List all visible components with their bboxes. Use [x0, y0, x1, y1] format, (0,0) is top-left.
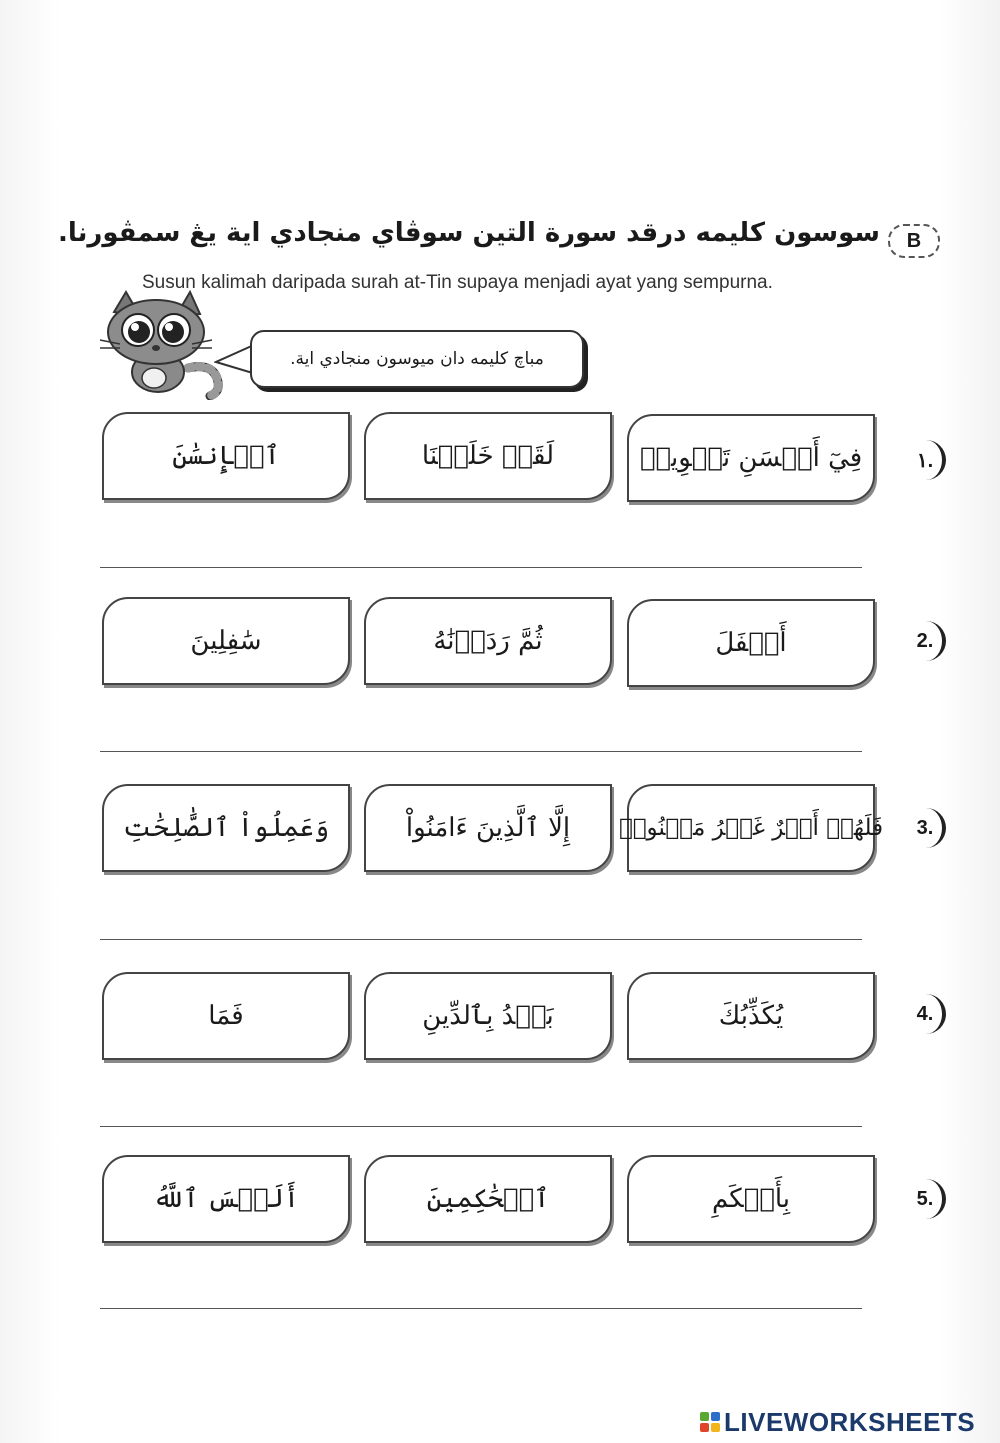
word-text: أَسۡفَلَ — [715, 628, 787, 658]
word-text: لَقَدۡ خَلَقۡنَا — [421, 441, 555, 471]
word-text: يُكَذِّبُكَ — [718, 1001, 784, 1031]
word-text: بَعۡدُ بِٱلدِّينِ — [422, 1001, 554, 1031]
liveworksheets-grid-icon — [700, 1412, 720, 1432]
word-box[interactable] — [364, 784, 612, 872]
question-number: ١. — [900, 440, 950, 480]
answer-line — [100, 567, 862, 568]
word-box[interactable] — [627, 599, 875, 687]
word-box[interactable] — [364, 1155, 612, 1243]
word-text: ٱلۡحَٰكِمِينَ — [426, 1184, 550, 1214]
answer-line — [100, 1126, 862, 1127]
liveworksheets-logo[interactable] — [700, 1408, 975, 1436]
word-box[interactable] — [627, 414, 875, 502]
word-box[interactable] — [364, 412, 612, 500]
word-text: بِأَحۡكَمِ — [711, 1184, 791, 1214]
word-box[interactable] — [618, 784, 884, 872]
instruction-subtitle-rumi: Susun kalimah daripada surah at-Tin supaya menjadi ayat yang sempurna. — [142, 272, 773, 293]
cat-mascot-icon — [96, 290, 226, 400]
instruction-title-jawi: سوسون كليمه درقد سورة التين سوڤاي منجادي اية يڠ سمڤورنا. — [58, 218, 880, 248]
word-text: إِلَّا ٱلَّذِينَ ءَامَنُواْ — [405, 813, 571, 843]
speech-bubble-text: مباچ كليمه دان ميوسون منجادي اية. — [290, 349, 544, 369]
word-box[interactable] — [102, 1155, 350, 1243]
word-text: فَمَا — [208, 1001, 244, 1031]
question-row-4 — [0, 970, 1000, 1140]
word-box[interactable] — [364, 597, 612, 685]
word-text: ثُمَّ رَدَدۡنَٰهُ — [433, 626, 543, 656]
speech-bubble — [250, 330, 584, 388]
question-number: 5. — [900, 1179, 950, 1219]
section-badge: B — [888, 224, 940, 258]
logo-square — [700, 1412, 709, 1421]
brand-text: LIVEWORKSHEETS — [724, 1406, 976, 1437]
answer-line — [100, 751, 862, 752]
word-text: وَعَمِلُواْ ٱلصَّٰلِحَٰتِ — [122, 813, 330, 843]
question-row-1 — [0, 410, 1000, 580]
word-box[interactable] — [627, 1155, 875, 1243]
word-box[interactable] — [102, 972, 350, 1060]
word-box[interactable] — [102, 784, 350, 872]
question-row-2 — [0, 595, 1000, 765]
question-number: 2. — [900, 621, 950, 661]
logo-square — [711, 1423, 720, 1432]
word-text: فَلَهُمۡ أَجۡرٌ غَيۡرُ مَمۡنُونٖ — [618, 815, 884, 841]
question-number: 3. — [900, 808, 950, 848]
answer-line — [100, 939, 862, 940]
word-text: فِيٓ أَحۡسَنِ تَقۡوِيمٖ — [639, 443, 863, 473]
question-row-5 — [0, 1153, 1000, 1323]
question-row-3 — [0, 782, 1000, 952]
word-box[interactable] — [364, 972, 612, 1060]
word-box[interactable] — [627, 972, 875, 1060]
word-box[interactable] — [102, 412, 350, 500]
logo-square — [700, 1423, 709, 1432]
word-text: أَلَيۡسَ ٱللَّهُ — [152, 1184, 300, 1214]
answer-line — [100, 1308, 862, 1309]
question-number: 4. — [900, 994, 950, 1034]
word-box[interactable] — [102, 597, 350, 685]
word-text: ٱلۡإِنسَٰنَ — [172, 441, 280, 471]
logo-square — [711, 1412, 720, 1421]
word-text: سَٰفِلِينَ — [190, 626, 262, 656]
